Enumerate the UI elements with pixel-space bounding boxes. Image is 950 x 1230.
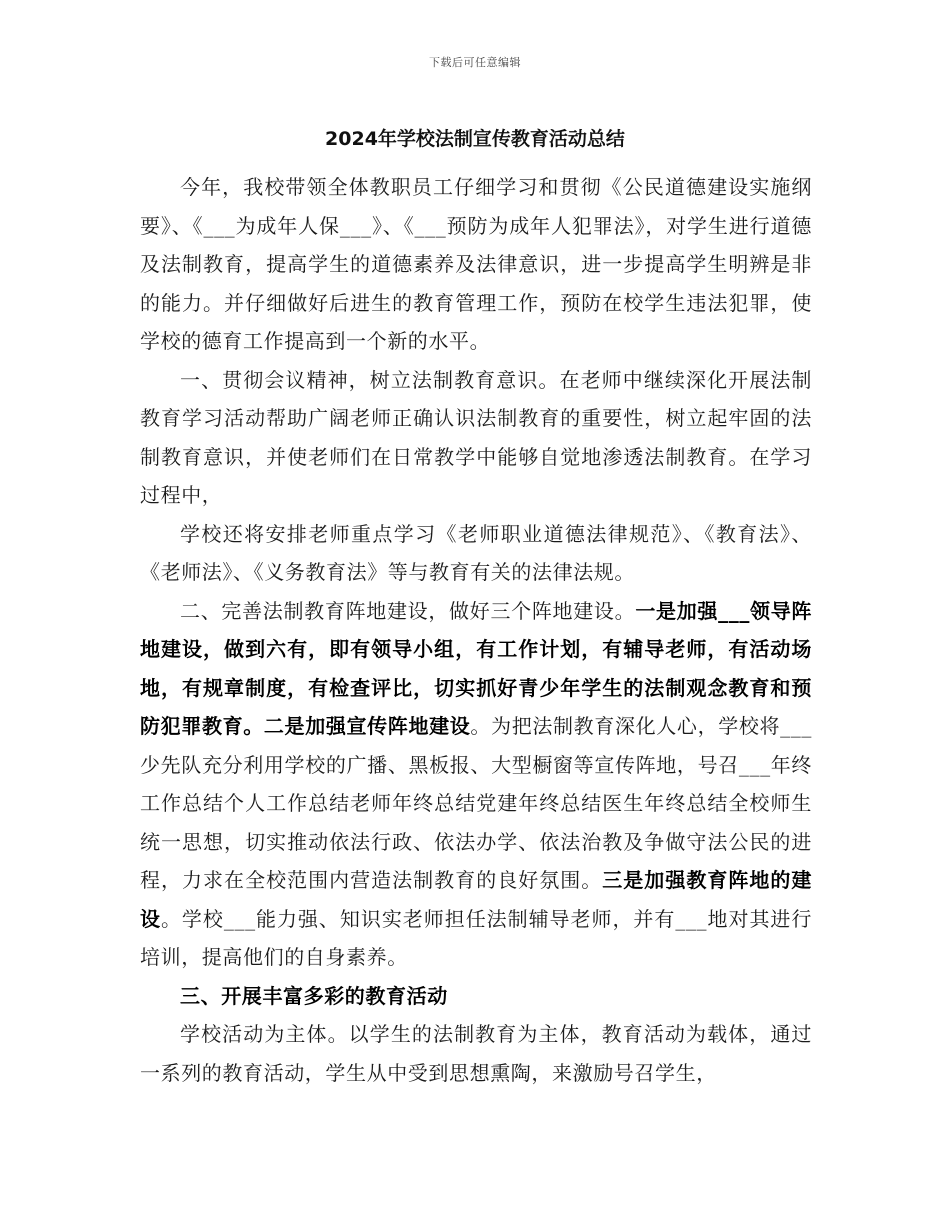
section-3-heading: 三、开展丰富多彩的教育活动: [180, 983, 448, 1008]
paragraph-section-1: 一、贯彻会议精神，树立法制教育意识。在老师中继续深化开展法制教育学习活动帮助广阔老师正确认识法制教育的重要性，树立起牢固的法制教育意识，并使老师们在日常教学中能够自觉地渗透法制教育。在学习过程中，: [140, 367, 812, 507]
document-body: [140, 168, 812, 1092]
document-title: 2024年学校法制宣传教育活动总结: [325, 128, 625, 150]
section-2-text: 。为把法制教育深化人心，学校将___少先队充分利用学校的广播、黑板报、大型橱窗等宣传阵地，号召___年终工作总结个人工作总结老师年终总结党建年终总结医生年终总结全校师生统一思想，切实推动依法行政、依法办学、依法治教及争做守法公民的进程，力求在全校范围内营造法制教育的良好氛围。: [140, 714, 812, 892]
paragraph-section-1-cont: 学校还将安排老师重点学习《老师职业道德法律规范》、《教育法》、《老师法》、《义务教育法》等与教育有关的法律法规。: [140, 521, 812, 584]
section-2-bold-text: 一是加强___领导阵地建设，做到六有，即有领导小组，有工作计划，有辅导老师，有活动场地，有规章制度，有检查评比，切实抓好青少年学生的法制观念教育和预防犯罪教育。二是加强宣传阵地建设: [140, 598, 813, 738]
section-2-text-2: 。学校___能力强、知识实老师担任法制辅导老师，并有___地对其进行培训，提高他们的自身素养。: [140, 906, 812, 969]
header-note: 下载后可任意编辑: [429, 56, 521, 69]
paragraph-intro: 今年，我校带领全体教职员工仔细学习和贯彻《公民道德建设实施纲要》、《___为成年人保___》、《___预防为成年人犯罪法》，对学生进行道德及法制教育，提高学生的道德素养及法律意识，进一步提高学生明辨是非的能力。并仔细做好后进生的教育管理工作，预防在校学生违法犯罪，使学校的德育工作提高到一个新的水平。: [140, 175, 812, 353]
paragraph-section-2: [140, 592, 812, 977]
section-2-heading: 二、完善法制教育阵地建设，做好三个阵地建设。: [180, 598, 636, 623]
paragraph-section-3: 学校活动为主体。以学生的法制教育为主体，教育活动为载体，通过一系列的教育活动，学生从中受到思想熏陶，来激励号召学生，: [140, 1022, 812, 1085]
section-2-bold-text-2: 三是加强教育阵地的建设: [140, 868, 812, 931]
